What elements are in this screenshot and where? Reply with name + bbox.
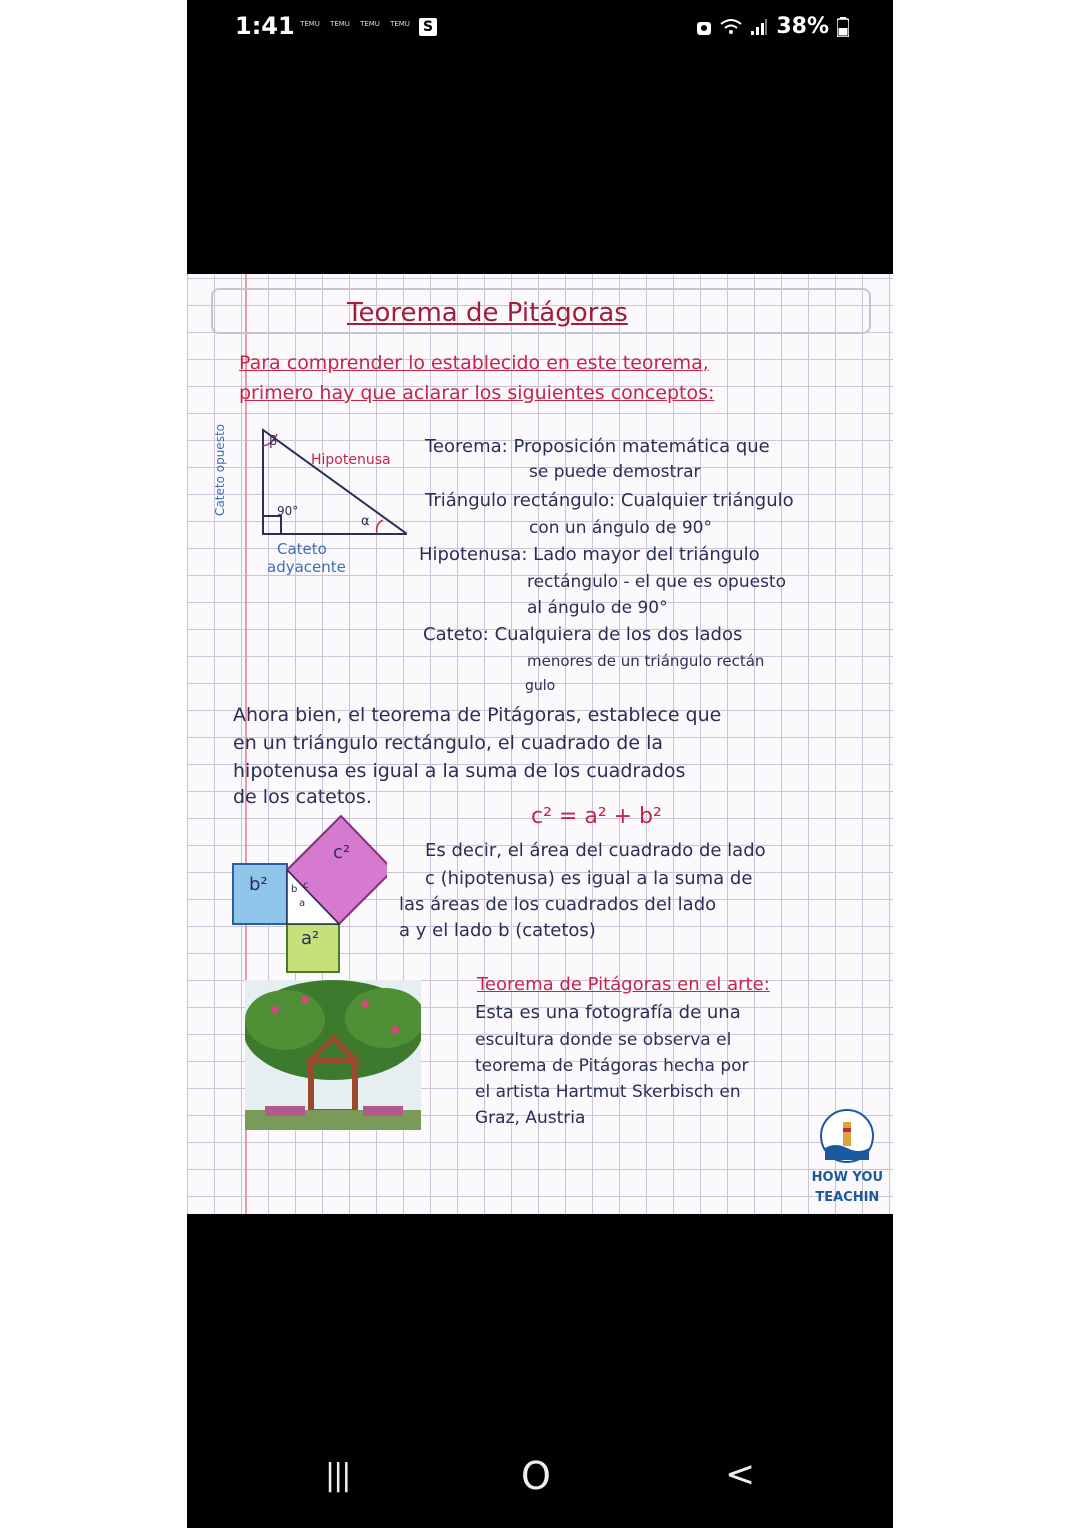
intro-line: primero hay que aclarar los siguientes conceptos: <box>239 382 715 404</box>
art-line: Graz, Austria <box>475 1108 586 1128</box>
home-button[interactable]: O <box>521 1454 551 1498</box>
small-a-label: a <box>299 898 306 909</box>
app-notification-icon: S <box>419 18 437 36</box>
temu-notification-icon: TEMU <box>300 20 320 28</box>
art-line: Esta es una fotografía de una <box>475 1002 741 1023</box>
wifi-icon <box>720 18 742 36</box>
definition-line: Cateto: Cualquiera de los dos lados <box>423 624 743 645</box>
definition-line: Hipotenusa: Lado mayor del triángulo <box>419 544 760 565</box>
adjacent-label: Cateto <box>277 540 327 558</box>
explanation-line: Es decir, el área del cuadrado de lado <box>425 840 766 861</box>
art-heading: Teorema de Pitágoras en el arte: <box>477 974 770 995</box>
explanation-line: las áreas de los cuadrados del lado <box>399 894 717 915</box>
intro-line: Para comprender lo establecido en este teorema, <box>239 352 709 374</box>
theorem-line: Ahora bien, el teorema de Pitágoras, establece que <box>233 704 722 726</box>
status-bar <box>187 0 893 60</box>
logo-text-line1: HOW YOU <box>811 1170 883 1185</box>
explanation-line: c (hipotenusa) es igual a la suma de <box>425 868 753 889</box>
adjacent-label: adyacente <box>267 558 346 576</box>
art-line: escultura donde se observa el <box>475 1030 732 1050</box>
battery-percentage: 38% <box>776 14 829 39</box>
square-c-label: c² <box>333 842 351 863</box>
back-button[interactable]: < <box>725 1454 756 1495</box>
sculpture-photo <box>245 980 421 1130</box>
status-time: 1:41 <box>235 12 295 40</box>
square-a-label: a² <box>301 928 320 949</box>
theorem-line: hipotenusa es igual a la suma de los cuadrados <box>233 760 686 782</box>
alarm-icon <box>696 18 712 36</box>
definition-line: Triángulo rectángulo: Cualquier triángulo <box>425 490 794 511</box>
side-label-opposite: Cateto opuesto <box>213 424 227 516</box>
definition-line: al ángulo de 90° <box>527 598 668 618</box>
small-b-label: b <box>291 884 298 895</box>
logo-text-line2: TEACHIN <box>815 1190 880 1205</box>
definition-line: gulo <box>525 678 556 694</box>
theorem-line: de los catetos. <box>233 786 372 808</box>
definition-line: Teorema: Proposición matemática que <box>425 436 770 457</box>
beta-angle-label: β <box>269 434 278 449</box>
phone-screen <box>187 0 893 1528</box>
small-c-label: c <box>303 880 309 891</box>
battery-icon <box>837 17 849 37</box>
hypotenuse-label: Hipotenusa <box>311 452 391 468</box>
art-line: el artista Hartmut Skerbisch en <box>475 1082 741 1102</box>
right-triangle-diagram <box>207 424 407 539</box>
lighthouse-icon <box>819 1108 875 1164</box>
alpha-angle-label: α <box>361 514 370 529</box>
how-you-teachin-logo <box>812 1108 883 1208</box>
definition-line: con un ángulo de 90° <box>529 518 712 538</box>
art-line: teorema de Pitágoras hecha por <box>475 1056 749 1076</box>
explanation-line: a y el lado b (catetos) <box>399 920 596 941</box>
temu-notification-icon: TEMU <box>390 20 410 28</box>
right-angle-label: 90° <box>277 504 299 518</box>
signal-icon <box>750 18 768 36</box>
square-b-label: b² <box>249 874 268 895</box>
temu-notification-icon: TEMU <box>330 20 350 28</box>
definition-line: rectángulo - el que es opuesto <box>527 572 786 592</box>
system-status <box>696 14 849 39</box>
definition-line: se puede demostrar <box>529 462 701 482</box>
formula: c² = a² + b² <box>531 804 662 829</box>
definition-line: menores de un triángulo rectán <box>527 652 765 670</box>
notebook-photo <box>187 274 893 1214</box>
navigation-bar <box>187 1440 893 1520</box>
temu-notification-icon: TEMU <box>360 20 380 28</box>
theorem-line: en un triángulo rectángulo, el cuadrado de la <box>233 732 664 754</box>
recents-button[interactable]: ||| <box>325 1458 350 1493</box>
page-title: Teorema de Pitágoras <box>347 298 628 328</box>
